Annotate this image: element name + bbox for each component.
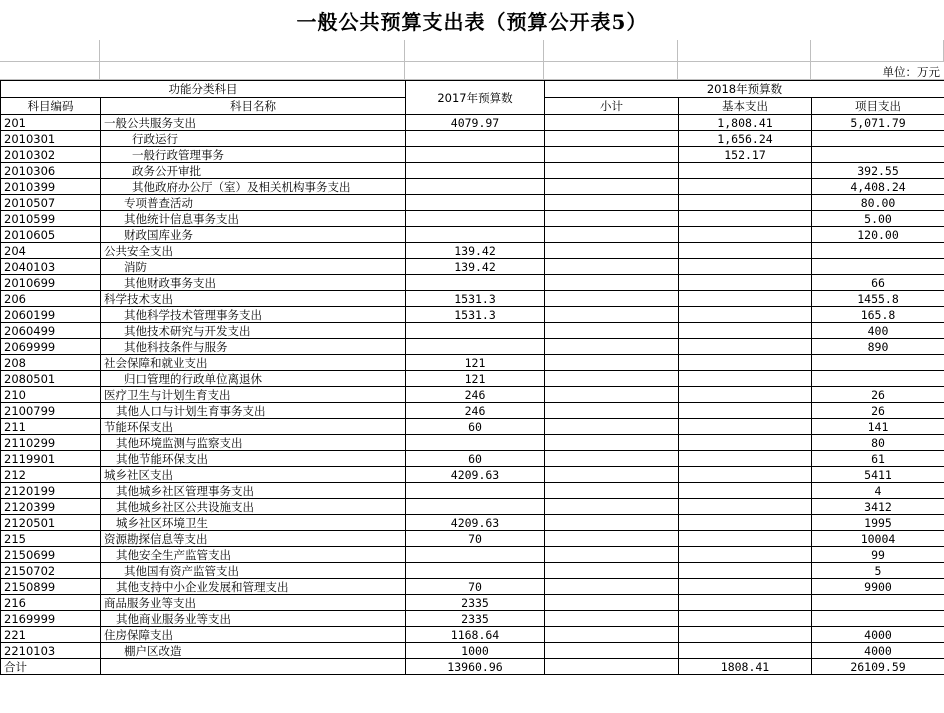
cell-subtotal <box>545 483 679 499</box>
table-row <box>1 323 944 339</box>
table-row <box>1 627 944 643</box>
cell-subtotal <box>545 499 679 515</box>
table-row <box>1 243 944 259</box>
cell-name: 其他技术研究与开发支出 <box>101 323 406 339</box>
cell-code: 2120199 <box>1 483 101 499</box>
cell-basic <box>679 243 812 259</box>
cell-2017: 4209.63 <box>406 467 545 483</box>
cell-name: 归口管理的行政单位离退休 <box>101 371 406 387</box>
cell-code: 2010306 <box>1 163 101 179</box>
cell-2017: 2335 <box>406 595 545 611</box>
table-row <box>1 483 944 499</box>
cell-name: 其他城乡社区管理事务支出 <box>101 483 406 499</box>
table-row <box>1 643 944 659</box>
cell-basic <box>679 275 812 291</box>
cell-code: 2010302 <box>1 147 101 163</box>
budget-table <box>0 80 944 675</box>
cell-code: 212 <box>1 467 101 483</box>
cell-name: 政务公开审批 <box>101 163 406 179</box>
cell-name: 其他科学技术管理事务支出 <box>101 307 406 323</box>
cell-project <box>812 611 944 627</box>
cell-name: 财政国库业务 <box>101 227 406 243</box>
table-row <box>1 115 944 131</box>
cell-2017: 1531.3 <box>406 307 545 323</box>
cell-project: 5411 <box>812 467 944 483</box>
cell-2017: 121 <box>406 355 545 371</box>
cell-subtotal <box>545 611 679 627</box>
cell-project: 26 <box>812 387 944 403</box>
total-2017: 13960.96 <box>406 659 545 675</box>
cell-basic <box>679 627 812 643</box>
cell-subtotal <box>545 147 679 163</box>
cell-code: 206 <box>1 291 101 307</box>
unit-label: 单位：万元 <box>882 65 940 79</box>
cell-project <box>812 259 944 275</box>
table-row <box>1 403 944 419</box>
total-basic: 1808.41 <box>679 659 812 675</box>
table-row <box>1 531 944 547</box>
header-name: 科目名称 <box>101 98 406 115</box>
cell-subtotal <box>545 643 679 659</box>
cell-basic <box>679 547 812 563</box>
cell-basic <box>679 195 812 211</box>
cell-name: 资源勘探信息等支出 <box>101 531 406 547</box>
cell-code: 2010507 <box>1 195 101 211</box>
total-label: 合计 <box>1 659 101 675</box>
cell-subtotal <box>545 531 679 547</box>
cell-name: 科学技术支出 <box>101 291 406 307</box>
cell-2017: 246 <box>406 403 545 419</box>
table-row <box>1 563 944 579</box>
cell-basic <box>679 339 812 355</box>
title-row <box>0 0 944 40</box>
cell-code: 2069999 <box>1 339 101 355</box>
cell-subtotal <box>545 163 679 179</box>
header-2017-budget: 2017年预算数 <box>406 81 545 115</box>
cell-project: 392.55 <box>812 163 944 179</box>
cell-code: 208 <box>1 355 101 371</box>
table-row <box>1 179 944 195</box>
cell-basic <box>679 515 812 531</box>
cell-code: 216 <box>1 595 101 611</box>
cell-2017: 70 <box>406 579 545 595</box>
header-code: 科目编码 <box>1 98 101 115</box>
cell-project: 165.8 <box>812 307 944 323</box>
cell-2017: 139.42 <box>406 259 545 275</box>
cell-2017: 60 <box>406 419 545 435</box>
table-row <box>1 387 944 403</box>
total-row <box>1 659 944 675</box>
cell-2017 <box>406 179 545 195</box>
cell-project: 80 <box>812 435 944 451</box>
cell-2017 <box>406 547 545 563</box>
cell-subtotal <box>545 227 679 243</box>
cell-name: 其他国有资产监管支出 <box>101 563 406 579</box>
cell-2017 <box>406 435 545 451</box>
cell-subtotal <box>545 115 679 131</box>
cell-project: 400 <box>812 323 944 339</box>
cell-subtotal <box>545 627 679 643</box>
cell-project <box>812 371 944 387</box>
cell-code: 2100799 <box>1 403 101 419</box>
cell-basic <box>679 643 812 659</box>
cell-name: 公共安全支出 <box>101 243 406 259</box>
empty-grid-row <box>0 40 944 62</box>
cell-name: 一般行政管理事务 <box>101 147 406 163</box>
cell-subtotal <box>545 579 679 595</box>
cell-name: 其他人口与计划生育事务支出 <box>101 403 406 419</box>
cell-basic <box>679 371 812 387</box>
cell-basic <box>679 403 812 419</box>
cell-basic <box>679 595 812 611</box>
table-row <box>1 579 944 595</box>
table-row <box>1 163 944 179</box>
total-project: 26109.59 <box>812 659 944 675</box>
cell-project: 9900 <box>812 579 944 595</box>
cell-2017: 121 <box>406 371 545 387</box>
cell-2017: 139.42 <box>406 243 545 259</box>
table-row <box>1 371 944 387</box>
cell-2017: 4209.63 <box>406 515 545 531</box>
cell-code: 2119901 <box>1 451 101 467</box>
cell-project: 4,408.24 <box>812 179 944 195</box>
cell-name: 其他商业服务业等支出 <box>101 611 406 627</box>
cell-subtotal <box>545 339 679 355</box>
cell-subtotal <box>545 547 679 563</box>
cell-name: 行政运行 <box>101 131 406 147</box>
cell-project: 80.00 <box>812 195 944 211</box>
cell-name: 住房保障支出 <box>101 627 406 643</box>
cell-name: 其他统计信息事务支出 <box>101 211 406 227</box>
table-row <box>1 547 944 563</box>
cell-code: 2060499 <box>1 323 101 339</box>
cell-2017 <box>406 499 545 515</box>
cell-project: 5 <box>812 563 944 579</box>
cell-code: 2010599 <box>1 211 101 227</box>
cell-project: 120.00 <box>812 227 944 243</box>
cell-basic <box>679 419 812 435</box>
cell-subtotal <box>545 259 679 275</box>
cell-project: 141 <box>812 419 944 435</box>
table-row <box>1 147 944 163</box>
table-row <box>1 355 944 371</box>
cell-name: 城乡社区支出 <box>101 467 406 483</box>
total-subtotal <box>545 659 679 675</box>
cell-basic <box>679 531 812 547</box>
cell-2017: 1531.3 <box>406 291 545 307</box>
cell-2017 <box>406 195 545 211</box>
cell-basic <box>679 307 812 323</box>
table-row <box>1 339 944 355</box>
cell-name: 节能环保支出 <box>101 419 406 435</box>
cell-2017: 4079.97 <box>406 115 545 131</box>
table-row <box>1 307 944 323</box>
cell-code: 2150899 <box>1 579 101 595</box>
cell-name: 其他节能环保支出 <box>101 451 406 467</box>
cell-2017: 60 <box>406 451 545 467</box>
cell-name: 棚户区改造 <box>101 643 406 659</box>
cell-basic <box>679 387 812 403</box>
cell-basic: 1,656.24 <box>679 131 812 147</box>
cell-name: 商品服务业等支出 <box>101 595 406 611</box>
cell-2017: 70 <box>406 531 545 547</box>
cell-code: 2110299 <box>1 435 101 451</box>
table-row <box>1 211 944 227</box>
cell-code: 2040103 <box>1 259 101 275</box>
cell-basic <box>679 227 812 243</box>
cell-2017 <box>406 563 545 579</box>
cell-name: 其他政府办公厅（室）及相关机构事务支出 <box>101 179 406 195</box>
cell-name: 城乡社区环境卫生 <box>101 515 406 531</box>
cell-basic <box>679 483 812 499</box>
cell-2017: 246 <box>406 387 545 403</box>
cell-subtotal <box>545 451 679 467</box>
table-row <box>1 435 944 451</box>
unit-row <box>0 62 944 80</box>
cell-project <box>812 131 944 147</box>
cell-subtotal <box>545 179 679 195</box>
cell-subtotal <box>545 515 679 531</box>
table-row <box>1 291 944 307</box>
cell-name: 消防 <box>101 259 406 275</box>
cell-2017 <box>406 211 545 227</box>
cell-name: 医疗卫生与计划生育支出 <box>101 387 406 403</box>
cell-2017 <box>406 147 545 163</box>
cell-project: 5.00 <box>812 211 944 227</box>
cell-code: 2060199 <box>1 307 101 323</box>
cell-basic <box>679 499 812 515</box>
cell-code: 2010605 <box>1 227 101 243</box>
cell-2017 <box>406 227 545 243</box>
cell-basic <box>679 611 812 627</box>
cell-code: 2169999 <box>1 611 101 627</box>
cell-code: 2010699 <box>1 275 101 291</box>
cell-subtotal <box>545 563 679 579</box>
cell-basic <box>679 467 812 483</box>
cell-project: 26 <box>812 403 944 419</box>
cell-code: 204 <box>1 243 101 259</box>
cell-name: 社会保障和就业支出 <box>101 355 406 371</box>
cell-name: 专项普查活动 <box>101 195 406 211</box>
cell-basic <box>679 259 812 275</box>
cell-2017 <box>406 131 545 147</box>
cell-subtotal <box>545 467 679 483</box>
cell-project: 890 <box>812 339 944 355</box>
cell-project <box>812 595 944 611</box>
cell-name: 一般公共服务支出 <box>101 115 406 131</box>
table-row <box>1 131 944 147</box>
cell-subtotal <box>545 371 679 387</box>
cell-subtotal <box>545 419 679 435</box>
cell-2017 <box>406 163 545 179</box>
cell-subtotal <box>545 323 679 339</box>
cell-subtotal <box>545 195 679 211</box>
header-row-1 <box>1 81 944 98</box>
header-subtotal: 小计 <box>545 98 679 115</box>
table-row <box>1 515 944 531</box>
header-func-classification: 功能分类科目 <box>1 81 406 98</box>
table-row <box>1 227 944 243</box>
cell-subtotal <box>545 307 679 323</box>
cell-basic <box>679 163 812 179</box>
cell-2017: 2335 <box>406 611 545 627</box>
cell-name: 其他安全生产监管支出 <box>101 547 406 563</box>
cell-basic <box>679 355 812 371</box>
cell-basic <box>679 323 812 339</box>
total-name <box>101 659 406 675</box>
cell-code: 2120501 <box>1 515 101 531</box>
cell-basic <box>679 435 812 451</box>
cell-project: 1995 <box>812 515 944 531</box>
cell-2017 <box>406 483 545 499</box>
cell-project: 10004 <box>812 531 944 547</box>
cell-subtotal <box>545 291 679 307</box>
table-row <box>1 595 944 611</box>
cell-basic <box>679 563 812 579</box>
cell-code: 210 <box>1 387 101 403</box>
cell-code: 2010399 <box>1 179 101 195</box>
cell-code: 201 <box>1 115 101 131</box>
cell-code: 2080501 <box>1 371 101 387</box>
cell-basic <box>679 179 812 195</box>
cell-name: 其他支持中小企业发展和管理支出 <box>101 579 406 595</box>
cell-project: 99 <box>812 547 944 563</box>
header-project: 项目支出 <box>812 98 944 115</box>
cell-code: 2150702 <box>1 563 101 579</box>
table-row <box>1 275 944 291</box>
cell-code: 2150699 <box>1 547 101 563</box>
cell-2017 <box>406 323 545 339</box>
cell-name: 其他科技条件与服务 <box>101 339 406 355</box>
cell-subtotal <box>545 275 679 291</box>
cell-code: 2120399 <box>1 499 101 515</box>
table-row <box>1 419 944 435</box>
cell-code: 215 <box>1 531 101 547</box>
header-basic: 基本支出 <box>679 98 812 115</box>
cell-basic <box>679 451 812 467</box>
table-row <box>1 499 944 515</box>
cell-project <box>812 243 944 259</box>
cell-code: 2210103 <box>1 643 101 659</box>
cell-basic: 1,808.41 <box>679 115 812 131</box>
cell-project: 4 <box>812 483 944 499</box>
cell-subtotal <box>545 595 679 611</box>
cell-code: 211 <box>1 419 101 435</box>
cell-project: 66 <box>812 275 944 291</box>
cell-basic <box>679 579 812 595</box>
cell-project: 4000 <box>812 627 944 643</box>
cell-basic: 152.17 <box>679 147 812 163</box>
cell-subtotal <box>545 243 679 259</box>
cell-subtotal <box>545 387 679 403</box>
table-row <box>1 467 944 483</box>
cell-code: 2010301 <box>1 131 101 147</box>
table-row <box>1 195 944 211</box>
cell-2017: 1168.64 <box>406 627 545 643</box>
cell-project: 61 <box>812 451 944 467</box>
cell-subtotal <box>545 403 679 419</box>
cell-name: 其他环境监测与监察支出 <box>101 435 406 451</box>
cell-project <box>812 147 944 163</box>
cell-project: 4000 <box>812 643 944 659</box>
cell-name: 其他财政事务支出 <box>101 275 406 291</box>
cell-subtotal <box>545 211 679 227</box>
cell-project: 5,071.79 <box>812 115 944 131</box>
cell-project: 1455.8 <box>812 291 944 307</box>
cell-project <box>812 355 944 371</box>
cell-code: 221 <box>1 627 101 643</box>
cell-2017: 1000 <box>406 643 545 659</box>
cell-subtotal <box>545 435 679 451</box>
cell-name: 其他城乡社区公共设施支出 <box>101 499 406 515</box>
cell-basic <box>679 291 812 307</box>
page-title: 一般公共预算支出表（预算公开表5） <box>296 9 648 34</box>
cell-basic <box>679 211 812 227</box>
table-row <box>1 259 944 275</box>
cell-project: 3412 <box>812 499 944 515</box>
cell-2017 <box>406 339 545 355</box>
cell-2017 <box>406 275 545 291</box>
cell-subtotal <box>545 355 679 371</box>
table-row <box>1 611 944 627</box>
cell-subtotal <box>545 131 679 147</box>
table-row <box>1 451 944 467</box>
header-2018-budget: 2018年预算数 <box>545 81 944 98</box>
